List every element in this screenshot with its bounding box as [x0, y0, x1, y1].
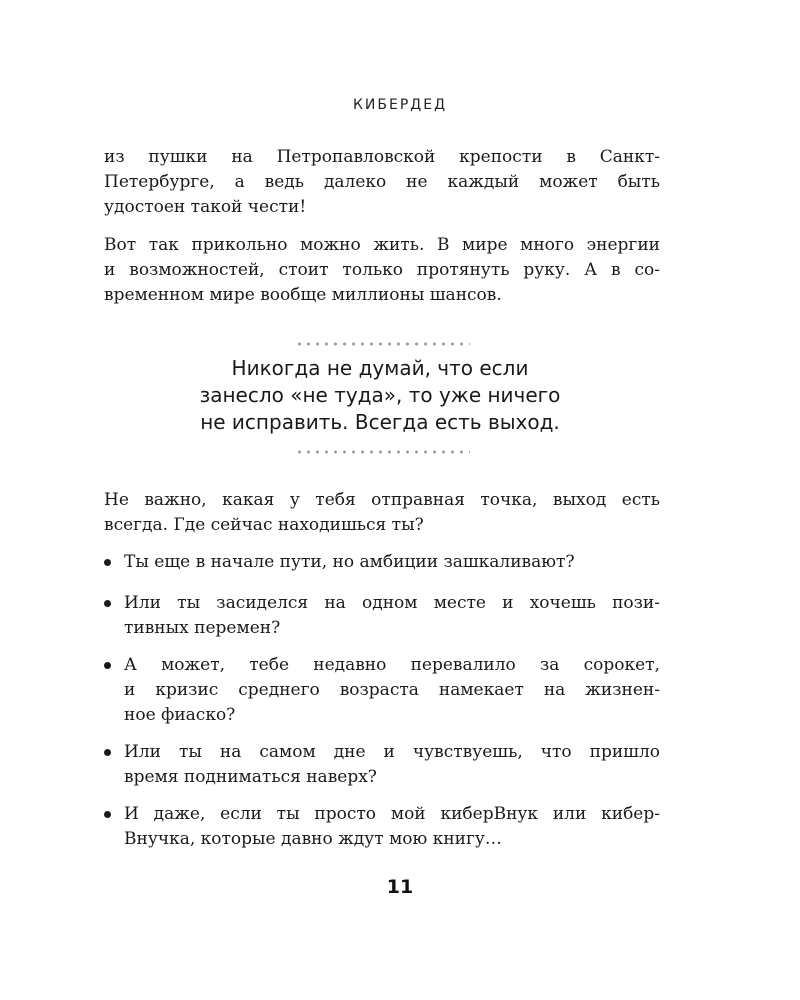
bullet-dot-icon — [104, 749, 111, 756]
pull-quote-line: Никогда не думай, что если — [231, 356, 529, 380]
pull-quote-divider-bottom — [295, 450, 470, 454]
bullet-line: тивных перемен? — [124, 618, 281, 638]
paragraph-1 — [104, 145, 660, 220]
bullet-dot-icon — [104, 559, 111, 566]
bullet-dot-icon — [104, 811, 111, 818]
paragraph-line: всегда. Где сейчас находишься ты? — [104, 515, 424, 535]
paragraph-line: Вот так прикольно можно жить. В мире много энергии — [104, 235, 660, 255]
paragraph-line: Петербурге, а ведь далеко не каждый может быть — [104, 172, 660, 192]
bullet-line: А может, тебе недавно перевалило за сорокет, — [124, 655, 660, 675]
paragraph-line: удостоен такой чести! — [104, 197, 307, 217]
bullet-line: ное фиаско? — [124, 705, 236, 725]
bullet-line: и кризис среднего возраста намекает на жизнен- — [124, 680, 660, 700]
bullet-line: Внучка, которые давно ждут мою книгу… — [124, 829, 502, 849]
pull-quote-line: занесло «не туда», то уже ничего — [199, 383, 561, 407]
paragraph-line: Не важно, какая у тебя отправная точка, выход есть — [104, 490, 660, 510]
paragraph-line: из пушки на Петропавловской крепости в Санкт- — [104, 147, 660, 167]
bullet-dot-icon — [104, 662, 111, 669]
running-head: КИБЕРДЕД — [352, 97, 448, 113]
pull-quote-line: не исправить. Всегда есть выход. — [200, 410, 560, 434]
bullet-line: Или ты засиделся на одном месте и хочешь пози- — [124, 593, 660, 613]
bullet-line: время подниматься наверх? — [124, 767, 377, 787]
pull-quote-divider-top — [295, 342, 470, 346]
page-number: 11 — [386, 876, 414, 898]
bullet-line: И даже, если ты просто мой киберВнук или кибер- — [124, 804, 660, 824]
paragraph-line: и возможностей, стоит только протянуть руку. А в со- — [104, 260, 660, 280]
bullet-line: Ты еще в начале пути, но амбиции зашкаливают? — [124, 552, 575, 572]
bullet-line: Или ты на самом дне и чувствуешь, что пришло — [124, 742, 660, 762]
bullet-dot-icon — [104, 600, 111, 607]
paragraph-line: временном мире вообще миллионы шансов. — [104, 285, 502, 305]
paragraph-3 — [104, 488, 660, 538]
paragraph-2 — [104, 233, 660, 308]
pull-quote — [150, 355, 610, 436]
